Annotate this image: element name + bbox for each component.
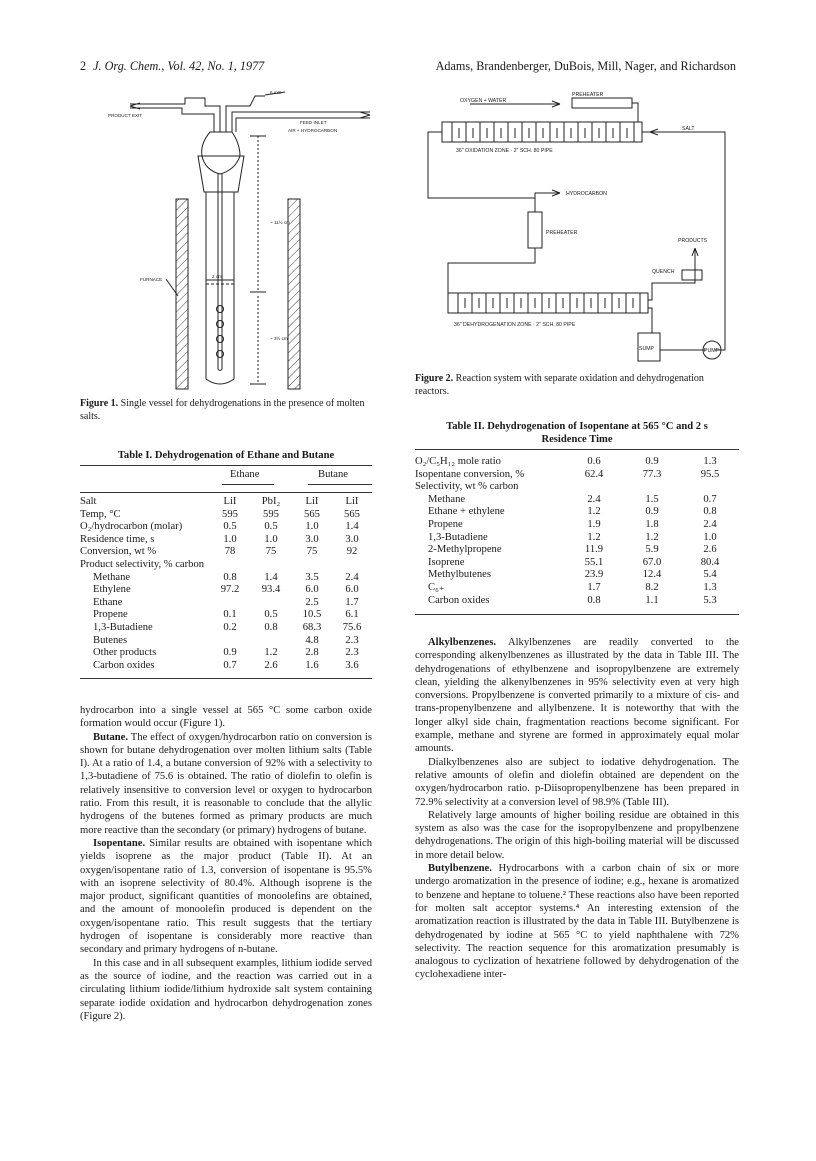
isopentane-text: Similar results are obtained with isopentane which yields isoprene as the major product (Table II). At an oxygen/isopentane ratio of 1.3, conversion of isopentane is 95.5% with an isoprene selectivity of 80.4%. Although isoprene is the major product, significant quantities of monoolefins are obtained, and the amount of monoolefin produced is dependent on the oxygen/isopentane ratio. This result suggests that the tertiary hydrogen of isopentane is considerably more reactive than secondary and primary hydrogens of n-butane. (80, 837, 372, 956)
table1-row-label: Ethylene (93, 584, 131, 596)
table1-cell: 1.4 (345, 521, 359, 533)
table1-row (80, 647, 372, 660)
table1-row-label: Salt (80, 496, 97, 507)
table2-title-line1: Table II. Dehydrogenation of Isopentane at 565 °C and 2 s (446, 421, 708, 432)
table1-row (80, 609, 372, 622)
table2-cell: 80.4 (700, 556, 720, 568)
table2-cell: 2.6 (703, 544, 717, 556)
table2-cell: 0.8 (587, 594, 601, 606)
table2-cell: 1.9 (587, 518, 601, 530)
table2-cell: 2.4 (703, 518, 717, 530)
table1-row-label: Temp, °C (80, 508, 121, 520)
table1-cell (210, 597, 250, 610)
table2-row (415, 494, 739, 507)
table2-cell: 1.3 (703, 581, 717, 593)
table1-cell: 2.5 (305, 596, 319, 608)
fig2-label-oxygen-water: OXYGEN + WATER (460, 98, 507, 104)
figure2-caption (415, 373, 737, 398)
figure1-caption-text: Single vessel for dehydrogenations in the presence of molten salts. (80, 398, 365, 422)
table2-cell: 5.4 (703, 569, 717, 581)
table2-cell: 12.4 (642, 569, 662, 581)
table1-row (80, 534, 372, 547)
table1-row (80, 597, 372, 610)
figure1-diagram (90, 84, 390, 394)
table1-cell: 3.0 (345, 533, 359, 545)
table1-row (80, 509, 372, 522)
table2-row-label: Methane (428, 493, 466, 505)
table2-row-label: 2-Methylpropene (428, 544, 502, 556)
table1-cell: 1.6 (305, 659, 319, 671)
table2-cell: 11.9 (584, 544, 604, 556)
fig2-label-sump: SUMP (639, 346, 654, 352)
fig1-label-feed-inlet: FEED INLET (300, 120, 327, 125)
table1-cell: 92 (346, 546, 358, 558)
table1-cell: 93.4 (261, 584, 281, 596)
figure1-caption-label: Figure 1. (80, 398, 119, 409)
table1-cell: 0.9 (223, 647, 237, 659)
table1-cell: 3.5 (305, 571, 319, 583)
table1-cell: 0.1 (223, 609, 237, 621)
fig2-label-dehydro-zone: 36" DEHYDROGENATION ZONE · 2" SCH. 80 PIPE (454, 322, 576, 328)
table1-row-label: Conversion, wt % (80, 546, 157, 558)
table1-cell: 6.0 (345, 584, 359, 596)
table1-header-butane: Butane (318, 469, 349, 480)
table2-cell: 0.9 (645, 456, 659, 467)
table2-row (415, 481, 739, 494)
table2-row-label: Isoprene (428, 556, 465, 568)
table2-row-label: O₂/C₅H₁₂ mole ratio (415, 456, 501, 467)
fig2-label-preheater-top: PREHEATER (572, 92, 604, 98)
table2-cell: 1.2 (587, 506, 601, 518)
left-paragraph-4: In this case and in all subsequent examples, lithium iodide served as the source of iodine, and the reaction was carried out in a circulating lithium iodide/lithium hydroxide salt system containing separate iodide oxidation and hydrocarbon dehydrogenation zones (Figure 2). (80, 957, 372, 1022)
table2-row-label: C₆₊ (428, 581, 445, 593)
table2-bottom-rule (415, 614, 739, 615)
table2-cell: 0.8 (703, 506, 717, 518)
fig1-label-furnace: FURNACE (140, 277, 163, 282)
table2-cell (623, 481, 681, 494)
table2-cell: 2.4 (587, 493, 601, 505)
table1-row (80, 572, 372, 585)
table1-bottom-rule (80, 678, 372, 679)
table2-row (415, 569, 739, 582)
table1-cell (250, 635, 292, 648)
table2-cell: 1.0 (703, 531, 717, 543)
right-paragraph-3: Relatively large amounts of higher boiling residue are obtained in this system as also was the case for the isopropylbenzene and propylbenzene dehydrogenations. The origin of this high-boiling material will be discussed in more detail below. (415, 809, 739, 861)
table1-cell: 0.7 (223, 659, 237, 671)
table1-cell (210, 635, 250, 648)
table2-cell: 1.5 (645, 493, 659, 505)
fig1-label-diameter: 6 mm (270, 90, 282, 95)
table2-cell: 1.2 (645, 531, 659, 543)
fig1-label-width: 2 cm (212, 274, 222, 279)
page-number: 2 (80, 59, 87, 73)
alkylbenzenes-heading: Alkylbenzenes. (428, 637, 496, 648)
right-paragraph-2: Dialkylbenzenes also are subject to iodative dehydrogenation. The relative amounts of olefin and diolefin obtained are dependent on the oxygen/hydrocarbon ratio. p-Diisopropenylbenzene has been prepared in 72.9% selectivity at a conversion level of 98.9% (Table III). (415, 756, 739, 808)
fig2-label-oxidation-zone: 36" OXIDATION ZONE · 2" SCH. 80 PIPE (456, 148, 553, 154)
table2-row-label: 1,3-Butadiene (428, 531, 488, 543)
figure2-caption-text: Reaction system with separate oxidation and dehydrogenation reactors. (415, 373, 704, 397)
table1-cell: 1.4 (264, 571, 278, 583)
table2-cell: 8.2 (645, 581, 659, 593)
table1-cell: 75 (306, 546, 318, 558)
table2-cell: 0.6 (587, 456, 601, 467)
table2-row (415, 595, 739, 608)
butylbenzene-text: Hydrocarbons with a carbon chain of six or more undergo aromatization in the presence of iodine; e.g., hexane is aromatized to benzene and heptane to toluene.² These reactions also have been reported for molten salt acceptor systems.⁴ An interesting extension of the aromatization reaction is illustrated by the data in Table III. Butylbenzene is dehydrogenated by iodine at 565 °C to yield naphthalene with 72% selectivity. The reaction sequence for this aromatization presumably is analogous to cyclization of hexatriene followed by dehydrogenation of the cyclohexadiene inter- (415, 863, 739, 981)
table2-cell: 1.1 (645, 594, 659, 606)
table1-butane-rule (308, 484, 372, 485)
table1-top-rule (80, 465, 372, 466)
table1-cell: 0.8 (223, 571, 237, 583)
fig1-label-product-exit: PRODUCT EXIT (108, 113, 143, 118)
table2-row (415, 456, 739, 469)
table1-row-label: Other products (93, 647, 157, 659)
butane-text: The effect of oxygen/hydrocarbon ratio on conversion is shown for butane dehydrogenation over molten lithium salts (Table I). At a ratio of 1.4, a butane conversion of 92% with a selectivity to 1,3-butadiene of 75.6 is obtained. The ratio of diolefin to olefin is relatively insensitive to conversion level or oxygen to hydrocarbon ratio. From this result, it is reasonable to conclude that the allylic hydrogens of the butenes formed as primary products are much more reactive than the secondary (or primary) hydrogens of butane. (80, 731, 372, 836)
table1-cell: 2.8 (305, 647, 319, 659)
table1-cell (250, 597, 292, 610)
table2-cell: 62.4 (584, 468, 604, 480)
table1-row (80, 622, 372, 635)
table2-row (415, 557, 739, 570)
table1-cell (210, 559, 250, 572)
fig2-label-products: PRODUCTS (678, 238, 708, 244)
journal-citation: J. Org. Chem., Vol. 42, No. 1, 1977 (93, 59, 265, 73)
table1-cell (250, 559, 292, 572)
table1-cell: 2.6 (264, 659, 278, 671)
table2-cell: 77.3 (642, 468, 662, 480)
table1-cell: 0.8 (264, 621, 278, 633)
table1-row (80, 660, 372, 673)
table1-cell: 1.0 (305, 521, 319, 533)
table2-cell: 1.8 (645, 518, 659, 530)
table1-row-label: Methane (93, 571, 131, 583)
left-paragraph-3 (80, 837, 372, 957)
table2-title (415, 420, 739, 446)
table1-row-label: Butenes (93, 634, 128, 646)
table2-cell (565, 481, 623, 494)
table1-cell: 1.2 (264, 647, 278, 659)
table2-cell: 5.9 (645, 544, 659, 556)
table1-row-label: Carbon oxides (93, 659, 155, 671)
table1-cell: 6.1 (345, 609, 359, 621)
fig2-label-quench: QUENCH (652, 269, 675, 275)
table2-row-label: Carbon oxides (428, 594, 490, 606)
table2 (415, 456, 739, 607)
table2-row-label: Isopentane conversion, % (415, 468, 525, 480)
table2-row (415, 532, 739, 545)
butylbenzene-heading: Butylbenzene. (428, 863, 492, 875)
table1-cell: 0.2 (223, 621, 237, 633)
table2-row-label: Ethane + ethylene (428, 506, 505, 518)
alkylbenzenes-text: Alkylbenzenes are readily converted to the corresponding alkenylbenzenes as illustrated by the data in Table III. The dehydrogenations of ethylbenzene and isopropylbenzene are extremely clean, yielding the alkenylbenzenes in 95% selectivity even at very high conversions. Propylbenzene is converted primarily to a mixture of cis- and trans-propenylbenzene and allylbenzene. It is noteworthy that with the longer alkyl side chain, fragmentation reactions become significant. For example, methane and styrene are formed in approximately equal molar amounts. (415, 637, 739, 755)
right-paragraph-4 (415, 862, 739, 982)
table1-cell: 1.0 (223, 533, 237, 545)
table1-row-label: Ethane (93, 596, 123, 608)
table2-cell: 0.9 (645, 506, 659, 518)
table2-title-line2: Residence Time (541, 434, 613, 445)
table1-cell: 0.5 (264, 521, 278, 533)
table1-ethane-rule (222, 484, 274, 485)
table2-row-label: Selectivity, wt % carbon (415, 481, 519, 493)
fig1-label-feed-desc: AIR + HYDROCARBON (288, 128, 338, 133)
table1-row (80, 584, 372, 597)
table1 (80, 496, 372, 672)
table2-cell: 1.7 (587, 581, 601, 593)
table1-row-label: Propene (93, 609, 128, 621)
fig2-label-pump: PUMP (704, 348, 719, 354)
table1-cell: 565 (344, 508, 360, 520)
table2-cell: 5.3 (703, 594, 717, 606)
figure2-diagram (420, 88, 740, 370)
table1-header-rule (80, 492, 372, 493)
fig2-label-preheater-mid: PREHEATER (546, 230, 578, 236)
table1-cell: 3.0 (305, 533, 319, 545)
table2-row (415, 506, 739, 519)
table1-cell: 2.3 (345, 647, 359, 659)
oxidation-zone-fins (452, 122, 634, 142)
table1-cell: 1.0 (264, 533, 278, 545)
table1-cell: 97.2 (220, 584, 240, 596)
table1-row (80, 496, 372, 509)
table1-cell: 6.0 (305, 584, 319, 596)
table2-row (415, 469, 739, 482)
butane-heading: Butane. (93, 731, 129, 743)
table1-cell: 595 (222, 508, 238, 520)
table1-row (80, 559, 372, 572)
figure1-caption (80, 398, 372, 423)
table2-cell: 55.1 (584, 556, 604, 568)
table1-row (80, 635, 372, 648)
table2-cell: 0.7 (703, 493, 717, 505)
table2-row (415, 519, 739, 532)
table1-cell (292, 559, 332, 572)
table1-cell: 4.8 (305, 634, 319, 646)
table2-cell: 23.9 (584, 569, 604, 581)
table1-row (80, 521, 372, 534)
left-paragraph-1: hydrocarbon into a single vessel at 565 °C some carbon oxide formation would occur (Figure 1). (80, 705, 372, 730)
table1-cell: 3.6 (345, 659, 359, 671)
table1-cell: 565 (304, 508, 320, 520)
table2-cell: 1.2 (587, 531, 601, 543)
table2-cell: 95.5 (700, 468, 720, 480)
left-column-text (80, 704, 372, 1023)
table1-row (80, 546, 372, 559)
table2-row (415, 544, 739, 557)
table1-cell: 78 (224, 546, 236, 558)
table1-cell: 68.3 (302, 621, 322, 633)
table2-top-rule (415, 449, 739, 450)
table1-cell (332, 559, 372, 572)
left-paragraph-2 (80, 731, 372, 837)
table1-row-label: 1,3-Butadiene (93, 621, 153, 633)
table1-cell: 0.5 (223, 521, 237, 533)
fig2-label-salt: SALT (682, 126, 695, 132)
author-header: Adams, Brandenberger, DuBois, Mill, Nager, and Richardson (435, 59, 736, 73)
table1-row-label: Residence time, s (80, 533, 155, 545)
table1-row-label: Product selectivity, % carbon (80, 558, 205, 570)
isopentane-heading: Isopentane. (93, 837, 146, 849)
table1-cell: 595 (263, 508, 279, 520)
table2-cell (681, 481, 739, 494)
table1-cell: 1.7 (345, 596, 359, 608)
figure2-caption-label: Figure 2. (415, 373, 454, 384)
running-header (80, 59, 264, 74)
table1-cell: 75.6 (342, 621, 362, 633)
table2-row (415, 582, 739, 595)
table1-cell: LiI (345, 496, 359, 507)
dehydro-zone-fins (458, 293, 640, 313)
table2-cell: 1.3 (703, 456, 717, 467)
table1-row-label: O₂/hydrocarbon (molar) (80, 521, 183, 533)
fig1-label-length-upper: ~ 11½ cm (270, 220, 290, 225)
table1-cell: 75 (265, 546, 277, 558)
table1-header-ethane: Ethane (230, 469, 260, 480)
right-paragraph-1 (415, 636, 739, 756)
table2-cell: 67.0 (642, 556, 662, 568)
table1-cell: 0.5 (264, 609, 278, 621)
table1-cell: 10.5 (302, 609, 322, 621)
table1-cell: PbI₂ (261, 496, 281, 507)
table1-cell: LiI (305, 496, 319, 507)
table2-row-label: Propene (428, 518, 463, 530)
fig1-label-length-lower: ~ 3½ cm (270, 336, 288, 341)
table1-title: Table I. Dehydrogenation of Ethane and Butane (117, 450, 335, 461)
fig2-label-hydrocarbon: HYDROCARBON (566, 191, 607, 197)
right-column-text (415, 636, 739, 982)
table1-cell: 2.4 (345, 571, 359, 583)
table2-row-label: Methylbutenes (428, 569, 491, 581)
table1-cell: 2.3 (345, 634, 359, 646)
table1-cell: LiI (223, 496, 237, 507)
